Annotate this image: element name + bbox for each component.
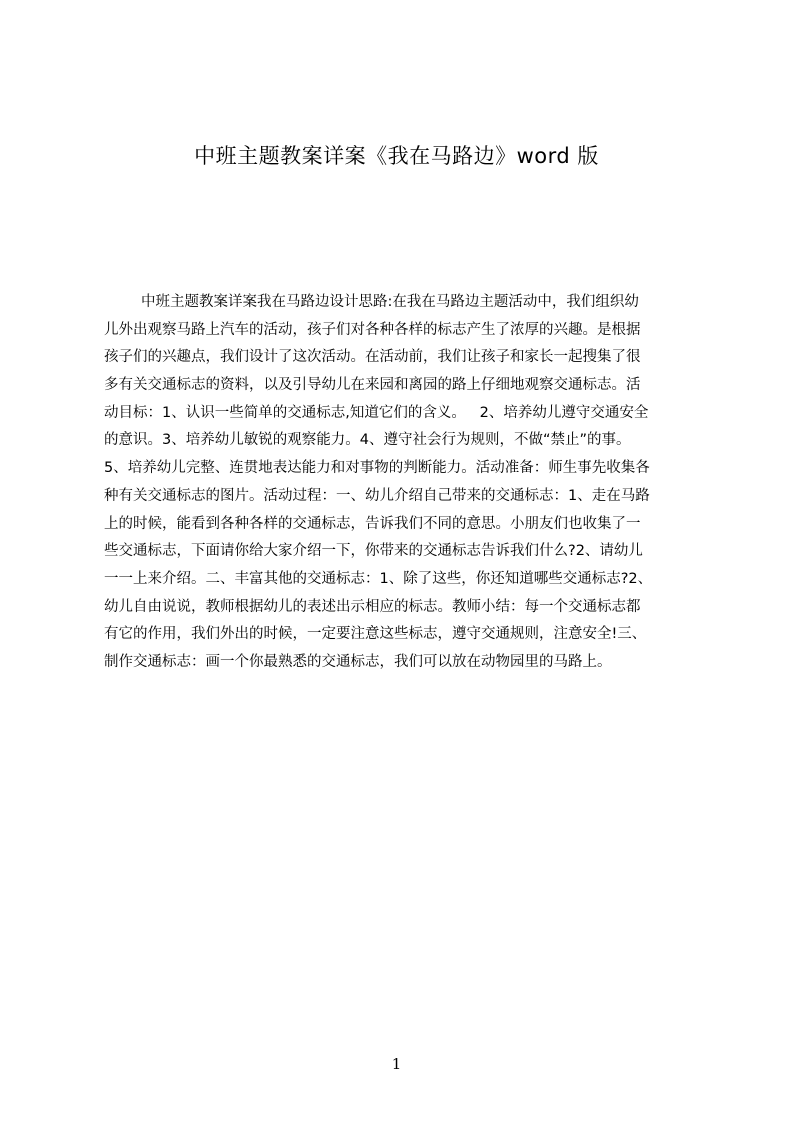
paragraph-line: 制作交通标志：画一个你最熟悉的交通标志，我们可以放在动物园里的马路上。	[104, 653, 612, 670]
paragraph-line: 儿外出观察马路上汽车的活动，孩子们对各种各样的标志产生了浓厚的兴趣。是根据	[104, 321, 641, 338]
body-paragraph	[104, 289, 698, 677]
paragraph-line: 一一上来介绍。二、丰富其他的交通标志：1、除了这些，你还知道哪些交通标志?2、	[104, 570, 653, 587]
paragraph-line: 孩子们的兴趣点，我们设计了这次活动。在活动前，我们让孩子和家长一起搜集了很	[104, 349, 641, 366]
paragraph-line: 上的时候，能看到各种各样的交通标志，告诉我们不同的意思。小朋友们也收集了一	[104, 515, 641, 532]
document-title: 中班主题教案详案《我在马路边》word 版	[194, 144, 599, 168]
paragraph-line: 有它的作用，我们外出的时候，一定要注意这些标志，遵守交通规则，注意安全!三、	[104, 626, 647, 643]
paragraph-line: 种有关交通标志的图片。活动过程：一、幼儿介绍自己带来的交通标志：1、走在马路	[104, 487, 650, 504]
paragraph-line: 动目标：1、认识一些简单的交通标志,知道它们的含义。 2、培养幼儿遵守交通安全	[104, 404, 649, 421]
paragraph-line: 的意识。3、培养幼儿敏锐的观察能力。4、遵守社会行为规则，不做“禁止”的事。	[104, 432, 631, 449]
paragraph-line: 中班主题教案详案我在马路边设计思路:在我在马路边主题活动中，我们组织幼	[141, 294, 639, 310]
paragraph-line: 些交通标志，下面请你给大家介绍一下，你带来的交通标志告诉我们什么?2、请幼儿	[104, 543, 643, 560]
paragraph-line: 幼儿自由说说，教师根据幼儿的表述出示相应的标志。教师小结：每一个交通标志都	[104, 598, 641, 615]
paragraph-line: 5、培养幼儿完整、连贯地表达能力和对事物的判断能力。活动准备：师生事先收集各	[104, 460, 650, 477]
paragraph-line: 多有关交通标志的资料，以及引导幼儿在来园和离园的路上仔细地观察交通标志。活	[104, 377, 641, 394]
page-number: 1	[391, 1055, 402, 1073]
